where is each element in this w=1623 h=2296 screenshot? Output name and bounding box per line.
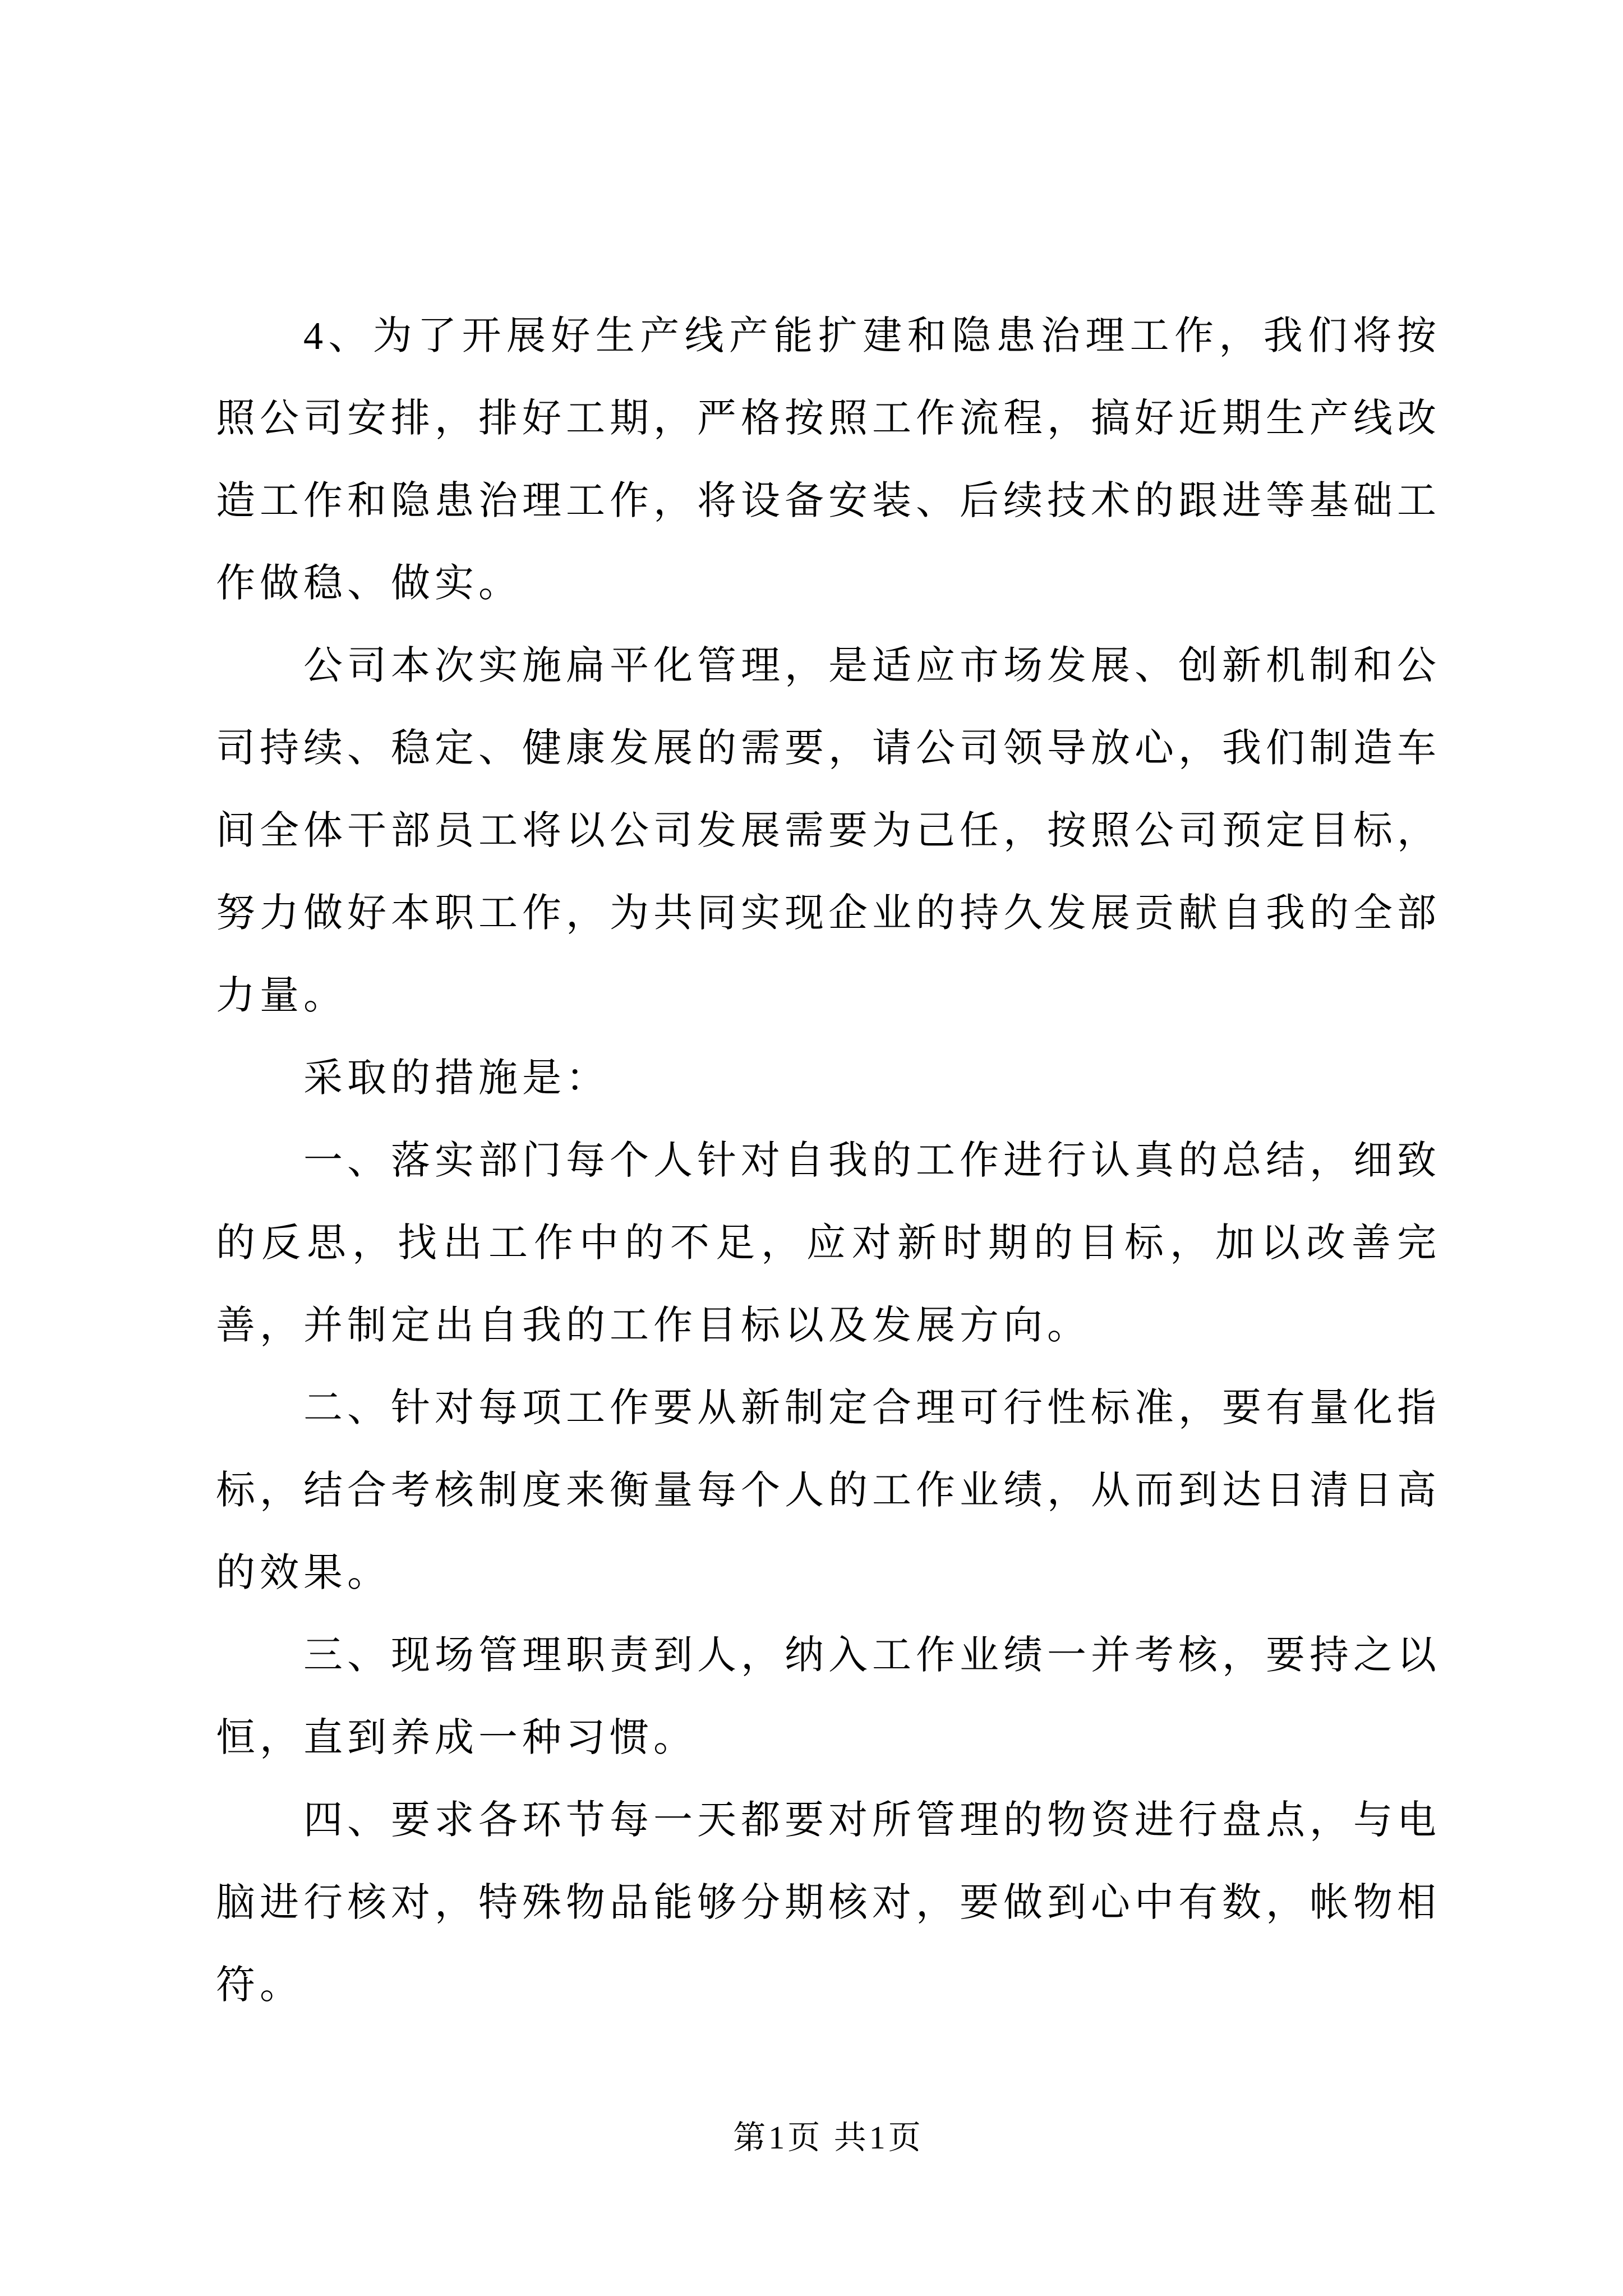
paragraph-6: 三、现场管理职责到人，纳入工作业绩一并考核，要持之以恒，直到养成一种习惯。 — [216, 1634, 1441, 1760]
paragraph-5: 二、针对每项工作要从新制定合理可行性标准，要有量化指标，结合考核制度来衡量每个人的工作业绩，从而到达日清日高的效果。 — [216, 1387, 1441, 1595]
paragraph-2: 公司本次实施扁平化管理，是适应市场发展、创新机制和公司持续、稳定、健康发展的需要，请公司领导放心，我们制造车间全体干部员工将以公司发展需要为己任，按照公司预定目标，努力做好本职工作，为共同实现企业的持久发展贡献自我的全部力量。 — [216, 645, 1441, 1018]
paragraph-7: 四、要求各环节每一天都要对所管理的物资进行盘点，与电脑进行核对，特殊物品能够分期核对，要做到心中有数，帐物相符。 — [216, 1799, 1441, 2007]
document-body — [216, 295, 1441, 2027]
paragraph-1: 4、为了开展好生产线产能扩建和隐患治理工作，我们将按照公司安排，排好工期，严格按照工作流程，搞好近期生产线改造工作和隐患治理工作，将设备安装、后续技术的跟进等基础工作做稳、做实。 — [216, 315, 1441, 605]
paragraph-4: 一、落实部门每个人针对自我的工作进行认真的总结，细致的反思，找出工作中的不足，应对新时期的目标，加以改善完善，并制定出自我的工作目标以及发展方向。 — [216, 1139, 1441, 1347]
paragraph-3: 采取的措施是： — [303, 1057, 610, 1100]
page-number-footer: 第1页 共1页 — [733, 2119, 924, 2156]
